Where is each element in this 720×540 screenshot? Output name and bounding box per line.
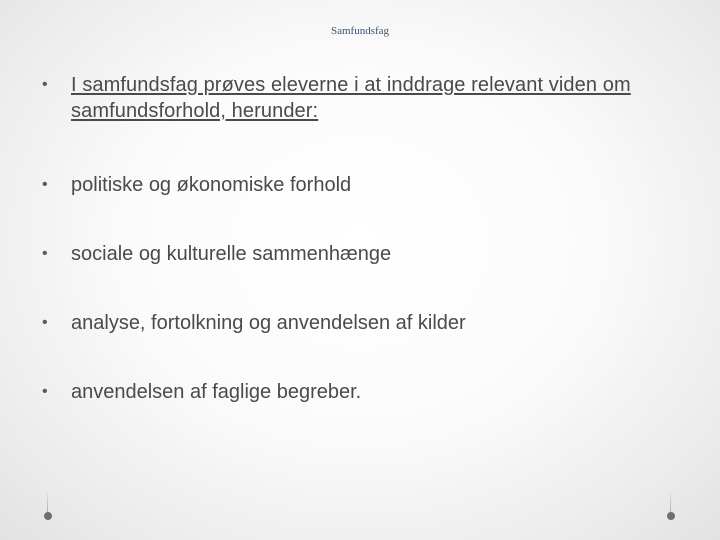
bullet-dot-icon: • — [42, 383, 48, 400]
left-corner-line — [47, 490, 48, 512]
bullet-text: politiske og økonomiske forhold — [71, 174, 352, 196]
bullet-item-politics — [42, 172, 720, 198]
bullet-dot-icon: • — [42, 245, 48, 262]
bullet-item-concepts — [42, 379, 720, 405]
right-corner-line — [670, 490, 671, 512]
right-corner-dot-icon — [667, 512, 675, 520]
bullet-text: analyse, fortolkning og anvendelsen af kilder — [71, 312, 466, 334]
slide-title: Samfundsfag — [330, 25, 390, 37]
bullet-dot-icon: • — [42, 76, 48, 93]
bullet-item-social — [42, 241, 720, 267]
bullet-dot-icon: • — [42, 176, 48, 193]
bullet-text: sociale og kulturelle sammenhænge — [71, 243, 392, 265]
bullet-dot-icon: • — [42, 314, 48, 331]
left-corner-dot-icon — [44, 512, 52, 520]
bullet-item-intro — [42, 72, 720, 124]
bullet-text: I samfundsfag prøves eleverne i at inddrage relevant viden om samfundsforhold, herunder: — [71, 74, 631, 122]
bullet-item-analysis — [42, 310, 720, 336]
bullet-text: anvendelsen af faglige begreber. — [71, 381, 362, 403]
